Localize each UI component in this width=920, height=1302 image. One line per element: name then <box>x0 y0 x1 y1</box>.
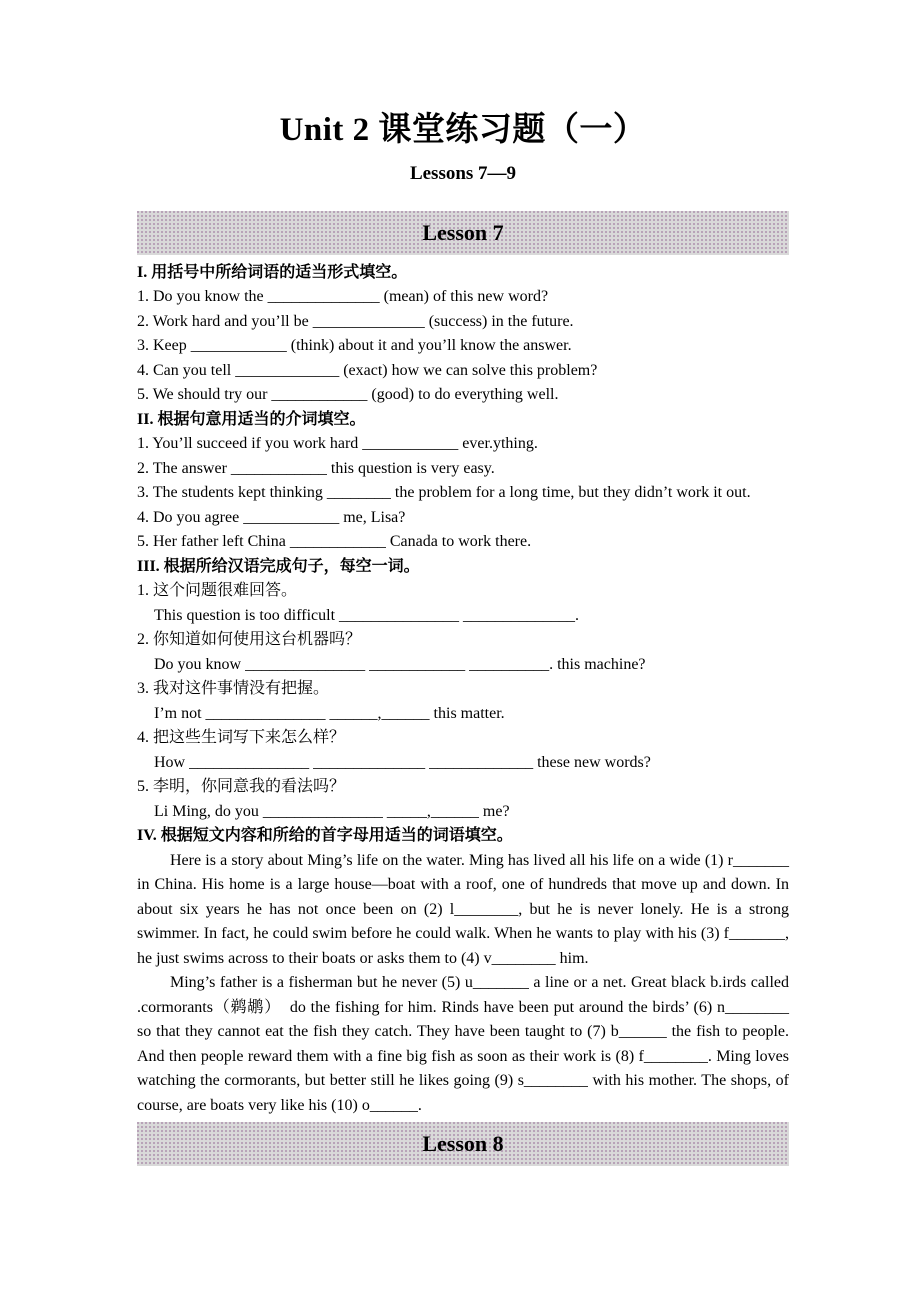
section-ii <box>137 408 789 555</box>
exercise-line: 5. We should try our ____________ (good) to do everything well. <box>137 386 559 404</box>
exercise-line-chinese: 5. 李明，你同意我的看法吗？ <box>137 778 346 796</box>
cloze-passage-paragraph: Here is a story about Ming’s life on the water. Ming has lived all his life on a wide (1) r_______ in China. His home is a large house—boat with a roof, one of hundreds that move up and down. In about six years he has not once been on (2) l________, but he is never lonely. He is a strong swimmer. In fact, he could swim before he could walk. When he wants to play with his (3) f_______, he just swims across to their boats or asks them to (4) v________ him. <box>137 851 789 967</box>
exercise-line-chinese: 3. 我对这件事情没有把握。 <box>137 680 330 698</box>
exercise-line-english: Do you know _______________ ____________ __________. this machine? <box>154 655 646 673</box>
section-iii-heading: III. 根据所给汉语完成句子，每空一词。 <box>137 557 420 575</box>
cloze-passage-paragraph: Ming’s father is a fisherman but he never (5) u_______ a line or a net. Great black b.irds called .cormorants（鹈鹕） do the fishing for him. Rinds have been put around the birds’ (6) n________ so that they cannot eat the fish they catch. They have been taught to (7) b______ the fish to people. And then people reward them with a fine big fish as soon as their work is (8) f________. Ming loves watching the cormorants, but better still he likes going (9) s________ with his mother. The shops, of course, are boats very like his (10) o______. <box>137 974 789 1114</box>
lesson7-header-bar <box>137 211 789 255</box>
exercise-line: 3. Keep ____________ (think) about it and you’ll know the answer. <box>137 337 572 355</box>
exercise-line: 5. Her father left China ____________ Canada to work there. <box>137 533 532 551</box>
section-iv-heading: IV. 根据短文内容和所给的首字母用适当的词语填空。 <box>137 827 513 845</box>
exercise-line-chinese: 4. 把这些生词写下来怎么样？ <box>137 729 346 747</box>
lesson8-header-bar <box>137 1122 789 1166</box>
exercise-line: 1. You’ll succeed if you work hard ____________ ever.ything. <box>137 435 538 453</box>
page-title: Unit 2 课堂练习题（一） <box>279 112 647 148</box>
section-ii-heading: II. 根据句意用适当的介词填空。 <box>137 410 366 428</box>
section-iii <box>137 555 789 825</box>
exercise-line-english: How _______________ ______________ _____________ these new words? <box>154 753 651 771</box>
exercise-line-english: I’m not _______________ ______,______ this matter. <box>154 704 505 722</box>
page-subtitle: Lessons 7—9 <box>409 162 517 184</box>
exercise-line: 2. Work hard and you’ll be ______________ (success) in the future. <box>137 312 574 330</box>
section-i <box>137 261 789 408</box>
exercise-line: 2. The answer ____________ this question is very easy. <box>137 459 495 477</box>
exercise-line: 4. Can you tell _____________ (exact) how we can solve this problem? <box>137 361 598 379</box>
exercise-line-english: Li Ming, do you _______________ _____,______ me? <box>154 802 510 820</box>
exercise-line: 1. Do you know the ______________ (mean) of this new word? <box>137 288 549 306</box>
lesson7-header-label: Lesson 7 <box>422 219 504 245</box>
section-i-heading: I. 用括号中所给词语的适当形式填空。 <box>137 263 408 281</box>
exercise-line-chinese: 2. 你知道如何使用这台机器吗？ <box>137 631 362 649</box>
section-iv <box>137 824 789 1118</box>
exercise-line: 4. Do you agree ____________ me, Lisa? <box>137 508 406 526</box>
exercise-line-english: This question is too difficult _______________ ______________. <box>154 606 580 624</box>
lesson8-header-label: Lesson 8 <box>422 1131 504 1157</box>
exercise-line-chinese: 1. 这个问题很难回答。 <box>137 582 298 600</box>
exercise-line: 3. The students kept thinking ________ the problem for a long time, but they didn’t work it out. <box>137 484 751 502</box>
